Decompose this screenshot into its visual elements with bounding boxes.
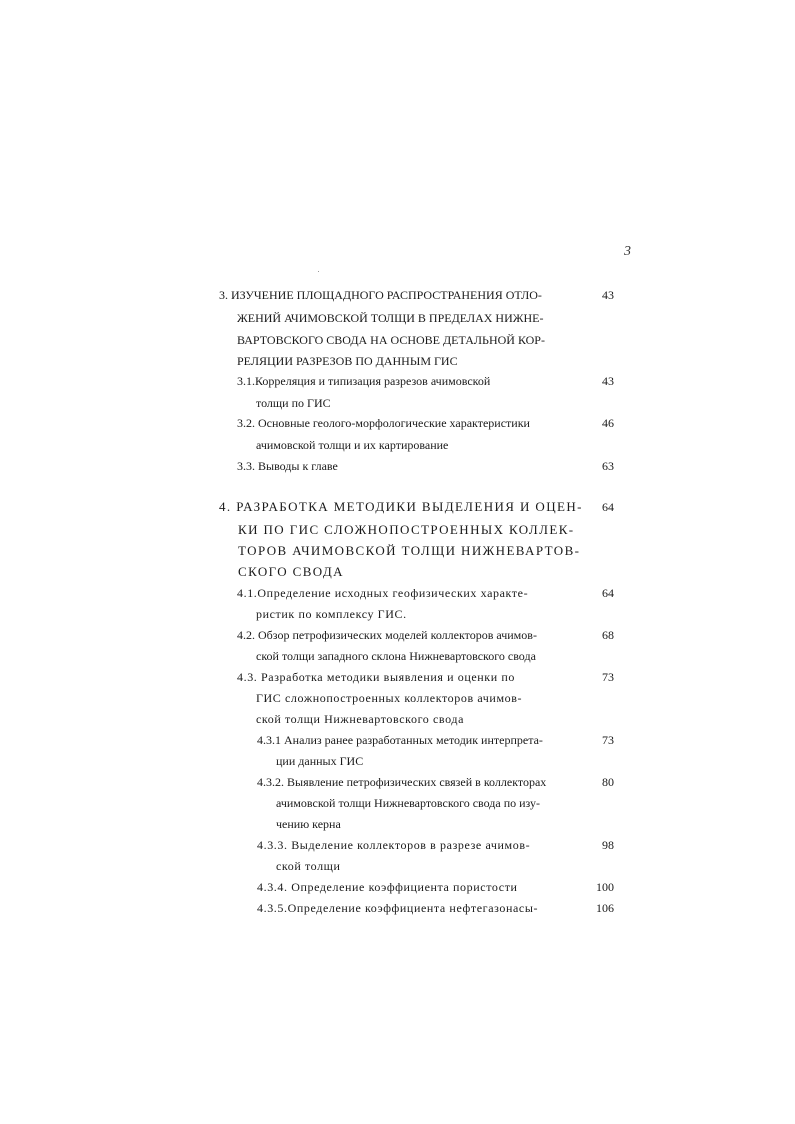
toc-page-number: 100	[596, 880, 614, 894]
toc-entry-4-3-3	[0, 835, 795, 857]
toc-entry-3-2	[0, 413, 795, 435]
toc-entry-4-2	[0, 625, 795, 647]
toc-entry-4	[0, 497, 795, 519]
toc-entry-4-3-1	[0, 730, 795, 752]
toc-page-number: 73	[602, 670, 614, 684]
toc-line: ской толщи	[276, 859, 341, 873]
toc-page-number: 64	[602, 586, 614, 600]
page-number: 3	[624, 244, 631, 259]
toc-line: 3.2. Основные геолого-морфологические характеристики	[237, 416, 530, 430]
toc-entry-4-3-4	[0, 877, 795, 899]
toc-entry-3	[0, 285, 795, 307]
toc-line: 4.3. Разработка методики выявления и оценки по	[237, 670, 515, 684]
toc-line: 4.3.1 Анализ ранее разработанных методик интерпрета-	[257, 733, 543, 747]
toc-line: ВАРТОВСКОГО СВОДА НА ОСНОВЕ ДЕТАЛЬНОЙ КОР-	[237, 333, 545, 347]
toc-line: ристик по комплексу ГИС.	[256, 607, 407, 621]
toc-line: чению керна	[276, 817, 341, 831]
toc-entry-4-3	[0, 667, 795, 689]
toc-page-number: 46	[602, 416, 614, 430]
toc-page-number: 98	[602, 838, 614, 852]
toc-page-number: 80	[602, 775, 614, 789]
toc-page-number: 43	[602, 374, 614, 388]
toc-page-number: 43	[602, 288, 614, 302]
toc-line: ачимовской толщи и их картирование	[256, 438, 449, 452]
toc-line: 4.2. Обзор петрофизических моделей коллекторов ачимов-	[237, 628, 537, 642]
toc-line: РЕЛЯЦИИ РАЗРЕЗОВ ПО ДАННЫМ ГИС	[237, 354, 458, 368]
toc-entry-3-3	[0, 456, 795, 478]
toc-entry-4-3-2	[0, 772, 795, 794]
scan-speck	[318, 271, 319, 272]
toc-line: 4.3.5.Определение коэффициента нефтегазонасы-	[257, 901, 539, 915]
toc-line: КИ ПО ГИС СЛОЖНОПОСТРОЕННЫХ КОЛЛЕК-	[238, 522, 575, 537]
toc-line: СКОГО СВОДА	[238, 564, 344, 579]
toc-line: ской толщи Нижневартовского свода	[256, 712, 464, 726]
toc-entry-4-3-5	[0, 898, 795, 920]
toc-line: ГИС сложнопостроенных коллекторов ачимов-	[256, 691, 523, 705]
toc-line: ЖЕНИЙ АЧИМОВСКОЙ ТОЛЩИ В ПРЕДЕЛАХ НИЖНЕ-	[237, 311, 544, 325]
toc-line: 4. РАЗРАБОТКА МЕТОДИКИ ВЫДЕЛЕНИЯ И ОЦЕН-	[219, 499, 583, 514]
toc-line: 3.1.Корреляция и типизация разрезов ачимовской	[237, 374, 491, 388]
toc-page-number: 63	[602, 459, 614, 473]
toc-line: 4.1.Определение исходных геофизических характе-	[237, 586, 529, 600]
toc-line: ачимовской толщи Нижневартовского свода по изу-	[276, 796, 541, 810]
toc-line: 4.3.2. Выявление петрофизических связей в коллекторах	[257, 775, 547, 789]
toc-page-number: 68	[602, 628, 614, 642]
toc-line: ции данных ГИС	[276, 754, 364, 768]
toc-line: 4.3.4. Определение коэффициента пористости	[257, 880, 518, 894]
toc-entry-4-1	[0, 583, 795, 605]
toc-page-number: 64	[602, 500, 614, 514]
toc-line: 3. ИЗУЧЕНИЕ ПЛОЩАДНОГО РАСПРОСТРАНЕНИЯ ОТЛО-	[219, 288, 542, 302]
toc-line: ской толщи западного склона Нижневартовского свода	[256, 649, 536, 663]
toc-page-number: 73	[602, 733, 614, 747]
toc-line: ТОРОВ АЧИМОВСКОЙ ТОЛЩИ НИЖНЕВАРТОВ-	[238, 543, 581, 558]
toc-page-number: 106	[596, 901, 614, 915]
toc-entry-3-1	[0, 371, 795, 393]
toc-line: толщи по ГИС	[256, 396, 331, 410]
toc-line: 3.3. Выводы к главе	[237, 459, 338, 473]
toc-line: 4.3.3. Выделение коллекторов в разрезе ачимов-	[257, 838, 531, 852]
